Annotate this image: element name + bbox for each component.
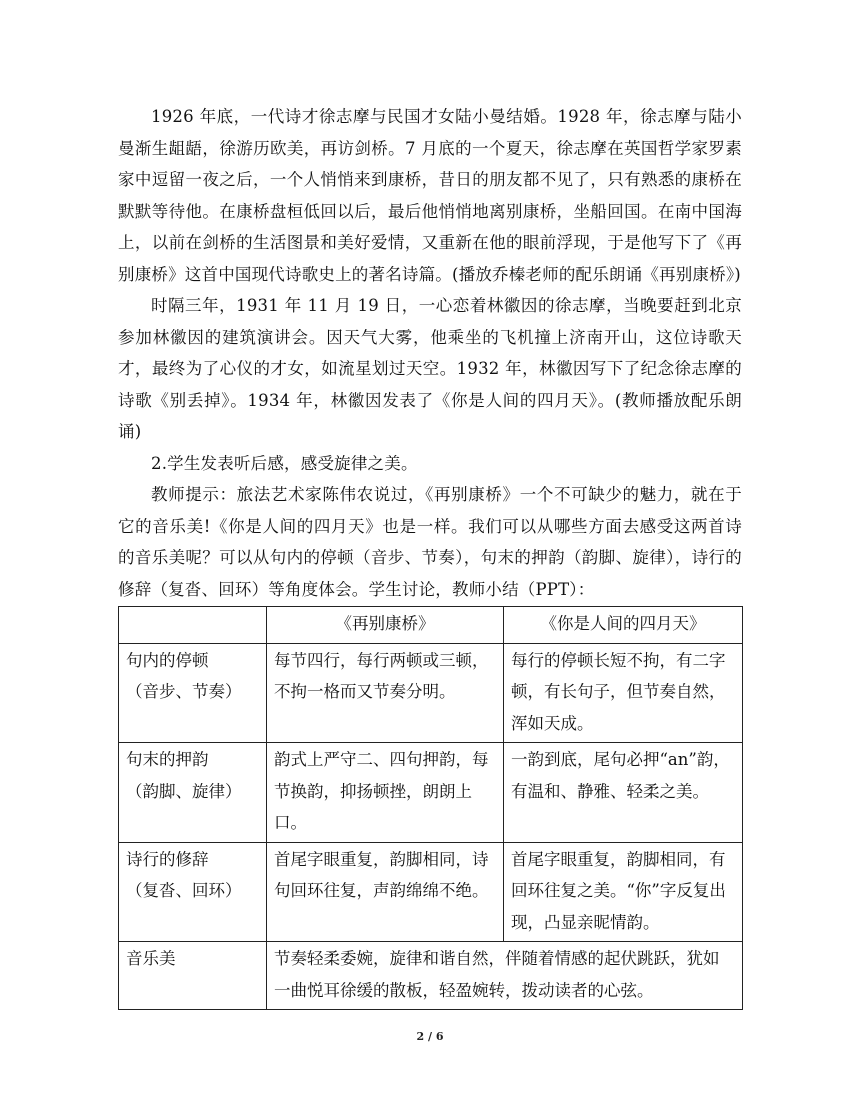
table-header-row [119, 607, 743, 644]
table-cell: 韵式上严守二、四句押韵，每节换韵，抑扬顿挫，朗朗上口。 [267, 743, 504, 843]
paragraph-teacher-tip: 教师提示：旅法艺术家陈伟农说过，《再别康桥》一个不可缺少的魅力，就在于它的音乐美!《你是人间的四月天》也是一样。我们可以从哪些方面去感受这两首诗的音乐美呢？可以从句内的停顿（音步、节奏），句末的押韵（韵脚、旋律），诗行的修辞（复沓、回环）等角度体会。学生讨论，教师小结（PPT）： [118, 485, 742, 599]
table-cell: 首尾字眼重复，韵脚相同，诗句回环往复，声韵绵绵不绝。 [267, 842, 504, 942]
paragraph-background-1: 1926 年底，一代诗才徐志摩与民国才女陆小曼结婚。1928 年，徐志摩与陆小曼渐生龃龉，徐游历欧美，再访剑桥。7 月底的一个夏天，徐志摩在英国哲学家罗素家中逗留一夜之后，一个人悄悄来到康桥，昔日的朋友都不见了，只有熟悉的康桥在默默等待他。在康桥盘桓低回以后，最后他悄悄地离别康桥，坐船回国。在南中国海上，以前在剑桥的生活图景和美好爱情，又重新在他的眼前浮现，于是他写下了《再别康桥》这首中国现代诗歌史上的著名诗篇。(播放乔榛老师的配乐朗诵《再别康桥》) [118, 107, 742, 284]
row-label-music: 音乐美 [119, 942, 267, 1010]
table-row [119, 842, 743, 942]
table-cell-music: 节奏轻柔委婉，旋律和谐自然，伴随着情感的起伏跳跃，犹如一曲悦耳徐缓的散板，轻盈婉转，拨动读者的心弦。 [267, 942, 743, 1010]
table-cell: 每行的停顿长短不拘，有二字顿，有长句子，但节奏自然，浑如天成。 [504, 643, 743, 743]
table-row [119, 743, 743, 843]
row-label-text: 诗行的修辞 [126, 849, 209, 869]
row-sublabel-text: （复沓、回环） [126, 881, 242, 900]
table-header-siyuetian: 《你是人间的四月天》 [504, 607, 743, 644]
table-cell: 每节四行，每行两顿或三顿，不拘一格而又节奏分明。 [267, 643, 504, 743]
page-number: 2 / 6 [416, 1030, 444, 1043]
comparison-table [118, 606, 743, 1010]
document-body [118, 101, 742, 1010]
row-label-pause [119, 643, 267, 743]
table-cell: 一韵到底，尾句必押“an”韵，有温和、静雅、轻柔之美。 [504, 743, 743, 843]
row-sublabel-text: （音步、节奏） [126, 682, 242, 701]
row-label-rhetoric [119, 842, 267, 942]
paragraph-step-2: 2.学生发表听后感，感受旋律之美。 [151, 453, 418, 473]
table-cell: 首尾字眼重复，韵脚相同，有回环往复之美。“你”字反复出现，凸显亲昵情韵。 [504, 842, 743, 942]
table-row-music [119, 942, 743, 1010]
table-header-zaibie-kangqiao: 《再别康桥》 [267, 607, 504, 644]
row-label-text: 句末的押韵 [126, 750, 209, 769]
row-label-text: 句内的停顿 [126, 650, 209, 670]
row-sublabel-text: （韵脚、旋律） [126, 781, 242, 801]
paragraph-background-2: 时隔三年，1931 年 11 月 19 日，一心恋着林徽因的徐志摩，当晚要赶到北京参加林徽因的建筑演讲会。因天气大雾，他乘坐的飞机撞上济南开山，这位诗歌天才，最终为了心仪的才女，如流星划过天空。1932 年，林徽因写下了纪念徐志摩的诗歌《别丢掉》。1934 年，林徽因发表了《你是人间的四月天》。(教师播放配乐朗诵) [118, 296, 742, 441]
table-row [119, 643, 743, 743]
table-header-empty [119, 607, 267, 644]
row-label-rhyme [119, 743, 267, 843]
